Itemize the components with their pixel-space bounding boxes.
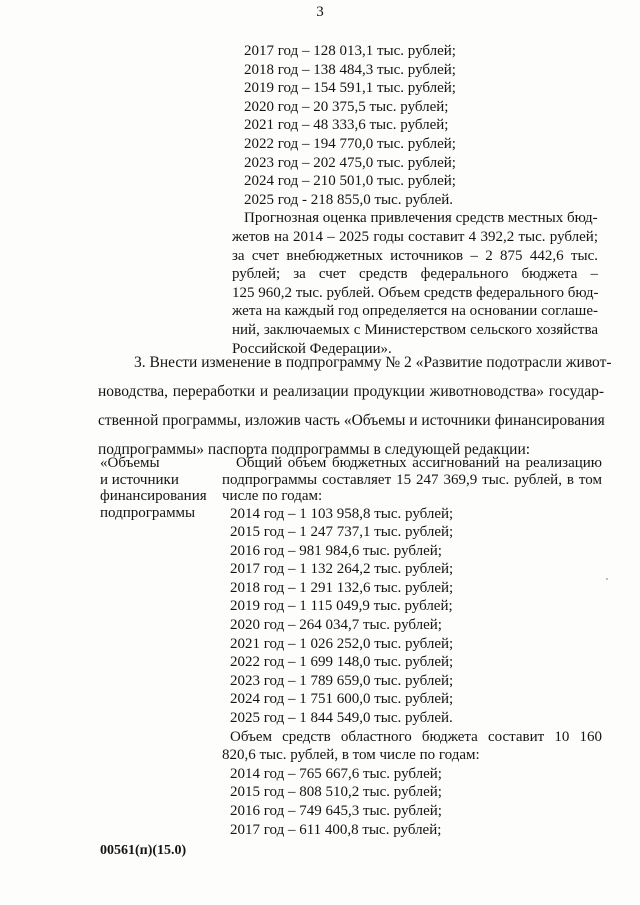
- year-line: 2020 год – 264 034,7 тыс. рублей;: [230, 617, 442, 634]
- forecast-line: жета на каждый год определяется на основании соглаше-: [232, 303, 598, 320]
- year-line: 2018 год – 138 484,3 тыс. рублей;: [244, 61, 456, 78]
- forecast-line: 125 960,2 тыс. рублей. Объем средств федерального бюд-: [232, 284, 599, 301]
- forecast-line: Российской Федерации».: [232, 340, 392, 357]
- year-line: 2024 год – 1 751 600,0 тыс. рублей;: [230, 691, 454, 708]
- year-line: 2023 год – 1 789 659,0 тыс. рублей;: [230, 672, 454, 689]
- scan-speck: [606, 578, 608, 580]
- regional-intro-line: 820,6 тыс. рублей, в том числе по годам:: [222, 747, 480, 764]
- year-line: 2021 год – 1 026 252,0 тыс. рублей;: [230, 635, 454, 652]
- passport-field-value: [222, 455, 602, 839]
- page-number: 3: [316, 4, 324, 20]
- year-line: 2016 год – 749 645,3 тыс. рублей;: [230, 803, 442, 819]
- paragraph-line: 3. Внести изменение в подпрограмму № 2 «Развитие подотрасли живот-: [134, 354, 612, 371]
- year-line: 2019 год – 154 591,1 тыс. рублей;: [244, 80, 456, 97]
- paragraph-line: новодства, переработки и реализации продукции животноводства» государ-: [98, 383, 604, 400]
- year-line: 2025 год - 218 855,0 тыс. рублей.: [244, 191, 454, 208]
- year-line: 2021 год – 48 333,6 тыс. рублей;: [244, 117, 449, 134]
- year-line: 2017 год – 611 400,8 тыс. рублей;: [230, 821, 442, 838]
- funding-continuation-block: [232, 42, 598, 358]
- year-line: 2016 год – 981 984,6 тыс. рублей;: [230, 542, 442, 559]
- regional-intro-line: Объем средств областного бюджета составит 10 160: [230, 728, 602, 745]
- year-line: 2015 год – 1 247 737,1 тыс. рублей;: [230, 524, 454, 541]
- year-line: 2014 год – 765 667,6 тыс. рублей;: [230, 765, 442, 782]
- year-line: 2024 год – 210 501,0 тыс. рублей;: [244, 173, 456, 190]
- forecast-line: ний, заключаемых с Министерством сельского хозяйства: [232, 321, 598, 338]
- label-line: финансирования: [100, 488, 207, 504]
- forecast-line: жетов на 2014 – 2025 годы составит 4 392,2 тыс. рублей;: [232, 228, 598, 245]
- intro-line: подпрограммы составляет 15 247 369,9 тыс. рублей, в том: [222, 471, 602, 488]
- passport-field-label: [100, 455, 207, 521]
- forecast-line: рублей; за счет средств федерального бюджета –: [232, 266, 598, 283]
- label-line: и источники: [100, 471, 179, 488]
- amendment-paragraph: [98, 348, 612, 464]
- year-line: 2023 год – 202 475,0 тыс. рублей;: [244, 154, 456, 171]
- year-line: 2019 год – 1 115 049,9 тыс. рублей;: [230, 598, 453, 615]
- year-line: 2022 год – 1 699 148,0 тыс. рублей;: [230, 654, 454, 671]
- year-line: 2014 год – 1 103 958,8 тыс. рублей;: [230, 505, 454, 522]
- year-line: 2017 год – 1 132 264,2 тыс. рублей;: [230, 561, 454, 578]
- forecast-line: за счет внебюджетных источников – 2 875 442,6 тыс.: [232, 247, 598, 264]
- intro-line: числе по годам:: [222, 488, 323, 504]
- year-line: 2018 год – 1 291 132,6 тыс. рублей;: [230, 579, 454, 596]
- document-code: 00561(п)(15.0): [100, 843, 187, 858]
- paragraph-line: подпрограммы» паспорта подпрограммы в следующей редакции:: [98, 441, 531, 458]
- year-line: 2025 год – 1 844 549,0 тыс. рублей.: [230, 710, 453, 727]
- label-line: «Объемы: [100, 455, 160, 471]
- year-line: 2015 год – 808 510,2 тыс. рублей;: [230, 784, 442, 801]
- year-line: 2017 год – 128 013,1 тыс. рублей;: [244, 43, 456, 59]
- intro-line: Общий объем бюджетных ассигнований на реализацию: [236, 455, 602, 471]
- year-line: 2022 год – 194 770,0 тыс. рублей;: [244, 135, 456, 152]
- label-line: подпрограммы: [100, 504, 196, 521]
- forecast-line: Прогнозная оценка привлечения средств местных бюд-: [244, 210, 598, 227]
- paragraph-line: ственной программы, изложив часть «Объемы и источники финансирования: [98, 412, 605, 429]
- year-line: 2020 год – 20 375,5 тыс. рублей;: [244, 98, 449, 115]
